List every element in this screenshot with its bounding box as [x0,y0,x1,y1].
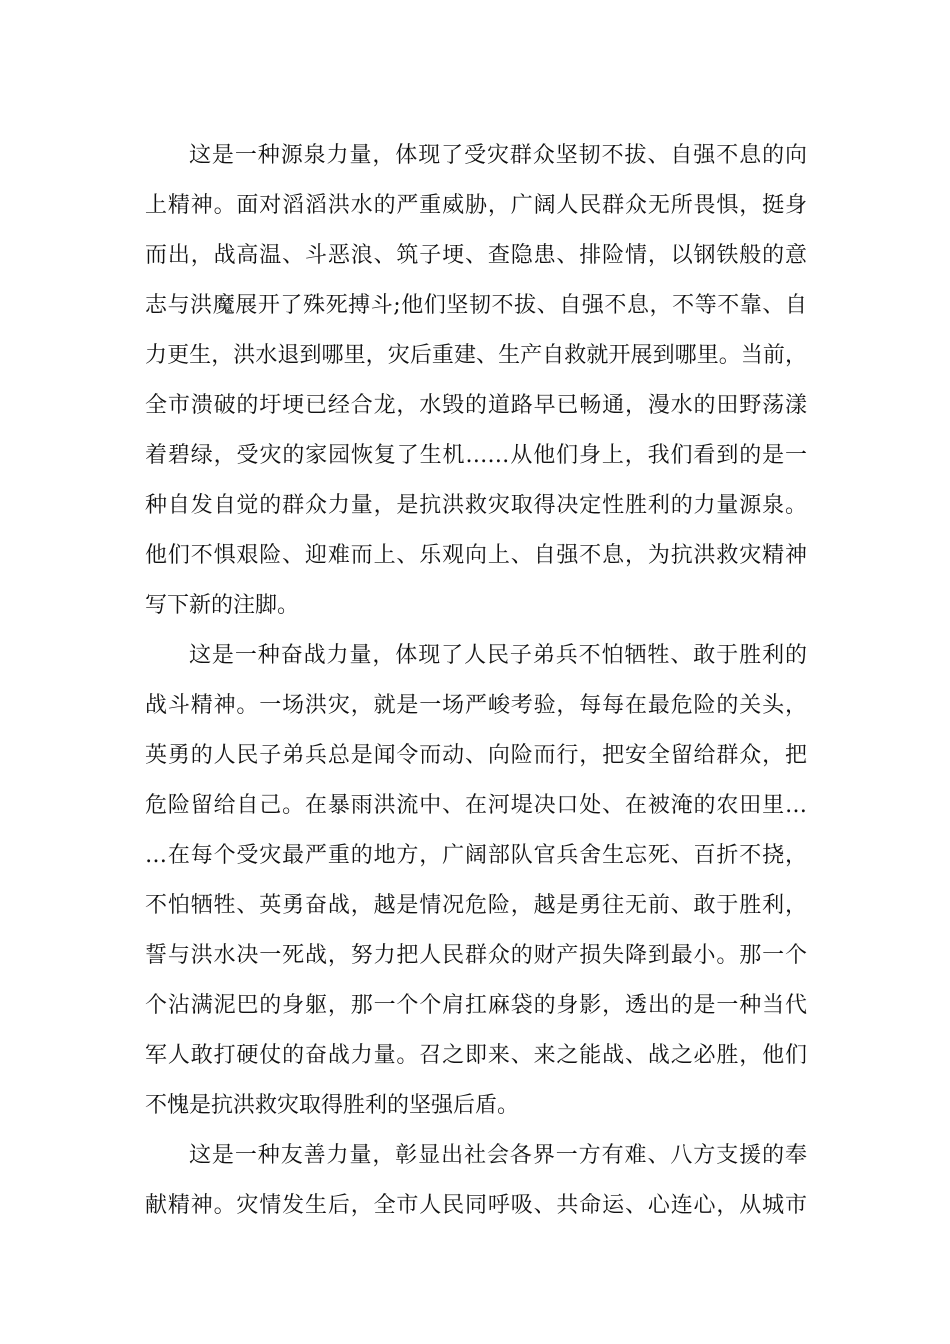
body-text [145,131,807,1231]
paragraph-1-line-4: 志与洪魔展开了殊死搏斗;他们坚韧不拔、自强不息，不等不靠、自 [145,293,807,318]
paragraph-1-line-2: 上精神。面对滔滔洪水的严重威胁，广阔人民群众无所畏惧，挺身 [145,193,807,218]
paragraph-3-line-2: 献精神。灾情发生后，全市人民同呼吸、共命运、心连心，从城市 [145,1193,807,1218]
paragraph-2-line-9: 军人敢打硬仗的奋战力量。召之即来、来之能战、战之必胜，他们 [145,1043,807,1068]
paragraph-2-line-7: 誓与洪水决一死战，努力把人民群众的财产损失降到最小。那一个 [145,943,807,968]
paragraph-1-line-7: 着碧绿，受灾的家园恢复了生机……从他们身上，我们看到的是一 [145,443,807,468]
paragraph-1-line-1: 这是一种源泉力量，体现了受灾群众坚韧不拔、自强不息的向 [189,143,807,168]
paragraph-2-line-8: 个沾满泥巴的身躯，那一个个肩扛麻袋的身影，透出的是一种当代 [145,993,807,1018]
paragraph-1-line-8: 种自发自觉的群众力量，是抗洪救灾取得决定性胜利的力量源泉。 [145,493,807,518]
paragraph-2-line-4: 危险留给自己。在暴雨洪流中、在河堤决口处、在被淹的农田里… [145,793,807,818]
paragraph-1-line-10: 写下新的注脚。 [145,593,300,618]
paragraph-2-line-6: 不怕牺牲、英勇奋战，越是情况危险，越是勇往无前、敢于胜利， [145,893,807,918]
paragraph-3-line-1: 这是一种友善力量，彰显出社会各界一方有难、八方支援的奉 [189,1143,807,1168]
paragraph-2-line-1: 这是一种奋战力量，体现了人民子弟兵不怕牺牲、敢于胜利的 [189,643,807,668]
paragraph-2-line-5: …在每个受灾最严重的地方，广阔部队官兵舍生忘死、百折不挠， [145,843,807,868]
paragraph-2-line-3: 英勇的人民子弟兵总是闻令而动、向险而行，把安全留给群众，把 [145,743,807,768]
paragraph-2-line-2: 战斗精神。一场洪灾，就是一场严峻考验，每每在最危险的关头， [145,693,807,718]
paragraph-1-line-6: 全市溃破的圩埂已经合龙，水毁的道路早已畅通，漫水的田野荡漾 [145,393,807,418]
paragraph-1-line-3: 而出，战高温、斗恶浪、筑子埂、查隐患、排险情，以钢铁般的意 [145,243,807,268]
paragraph-1-line-5: 力更生，洪水退到哪里，灾后重建、生产自救就开展到哪里。当前， [145,343,807,368]
paragraph-2-line-10: 不愧是抗洪救灾取得胜利的坚强后盾。 [145,1093,520,1118]
paragraph-1-line-9: 他们不惧艰险、迎难而上、乐观向上、自强不息，为抗洪救灾精神 [145,543,807,568]
